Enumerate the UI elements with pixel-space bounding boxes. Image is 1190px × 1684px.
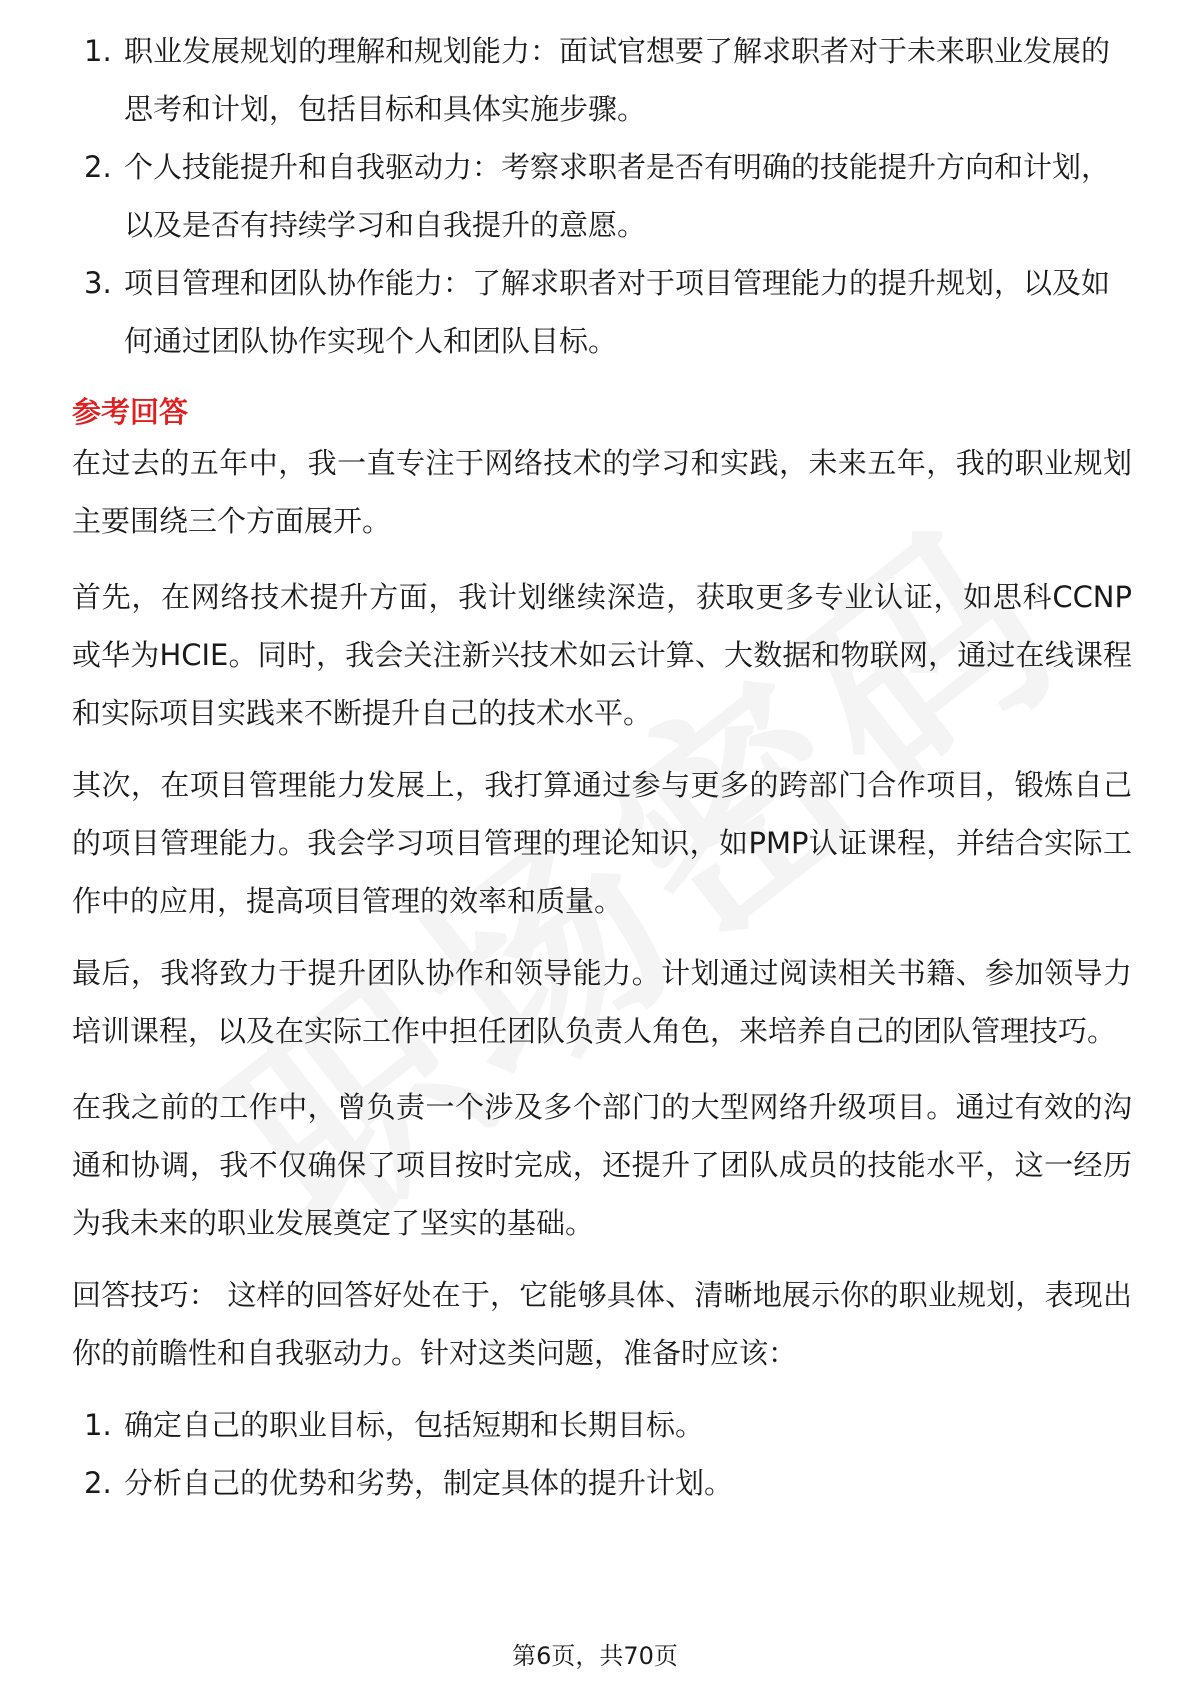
tips-list xyxy=(72,1396,1132,1512)
list-number: 2. xyxy=(84,150,112,184)
list-item xyxy=(72,1454,1132,1512)
list-number: 1. xyxy=(84,1408,112,1442)
list-item-text: 个人技能提升和自我驱动力：考察求职者是否有明确的技能提升方向和计划，以及是否有持续学习和自我提升的意愿。 xyxy=(124,150,1111,242)
answer-paragraph: 最后，我将致力于提升团队协作和领导能力。计划通过阅读相关书籍、参加领导力培训课程，以及在实际工作中担任团队负责人角色，来培养自己的团队管理技巧。 xyxy=(72,956,1132,1048)
tips-paragraph: 回答技巧： 这样的回答好处在于，它能够具体、清晰地展示你的职业规划，表现出你的前瞻性和自我驱动力。针对这类问题，准备时应该： xyxy=(72,1278,1132,1370)
list-item xyxy=(72,1396,1132,1454)
list-item-text: 项目管理和团队协作能力：了解求职者对于项目管理能力的提升规划，以及如何通过团队协作实现个人和团队目标。 xyxy=(124,266,1111,358)
list-item xyxy=(72,254,1132,370)
page-footer: 第6页，共70页 xyxy=(512,1642,678,1670)
list-number: 3. xyxy=(84,266,112,300)
section-title: 参考回答 xyxy=(72,395,189,429)
answer-paragraph: 首先，在网络技术提升方面，我计划继续深造，获取更多专业认证，如思科CCNP或华为HCIE。同时，我会关注新兴技术如云计算、大数据和物联网，通过在线课程和实际项目实践来不断提升自己的技术水平。 xyxy=(72,580,1132,730)
list-item xyxy=(72,138,1132,254)
list-item-text: 分析自己的优势和劣势，制定具体的提升计划。 xyxy=(124,1466,734,1500)
answer-paragraph: 其次，在项目管理能力发展上，我打算通过参与更多的跨部门合作项目，锻炼自己的项目管理能力。我会学习项目管理的理论知识，如PMP认证课程，并结合实际工作中的应用，提高项目管理的效率和质量。 xyxy=(72,768,1132,918)
answer-paragraph: 在过去的五年中，我一直专注于网络技术的学习和实践，未来五年，我的职业规划主要围绕三个方面展开。 xyxy=(72,446,1132,538)
list-number: 2. xyxy=(84,1466,112,1500)
list-item-text: 职业发展规划的理解和规划能力：面试官想要了解求职者对于未来职业发展的思考和计划，包括目标和具体实施步骤。 xyxy=(124,34,1111,126)
list-item-text: 确定自己的职业目标，包括短期和长期目标。 xyxy=(124,1408,705,1442)
criteria-list xyxy=(72,22,1132,370)
list-item xyxy=(72,22,1132,138)
list-number: 1. xyxy=(84,34,112,68)
answer-paragraph: 在我之前的工作中，曾负责一个涉及多个部门的大型网络升级项目。通过有效的沟通和协调，我不仅确保了项目按时完成，还提升了团队成员的技能水平，这一经历为我未来的职业发展奠定了坚实的基础。 xyxy=(72,1090,1132,1240)
